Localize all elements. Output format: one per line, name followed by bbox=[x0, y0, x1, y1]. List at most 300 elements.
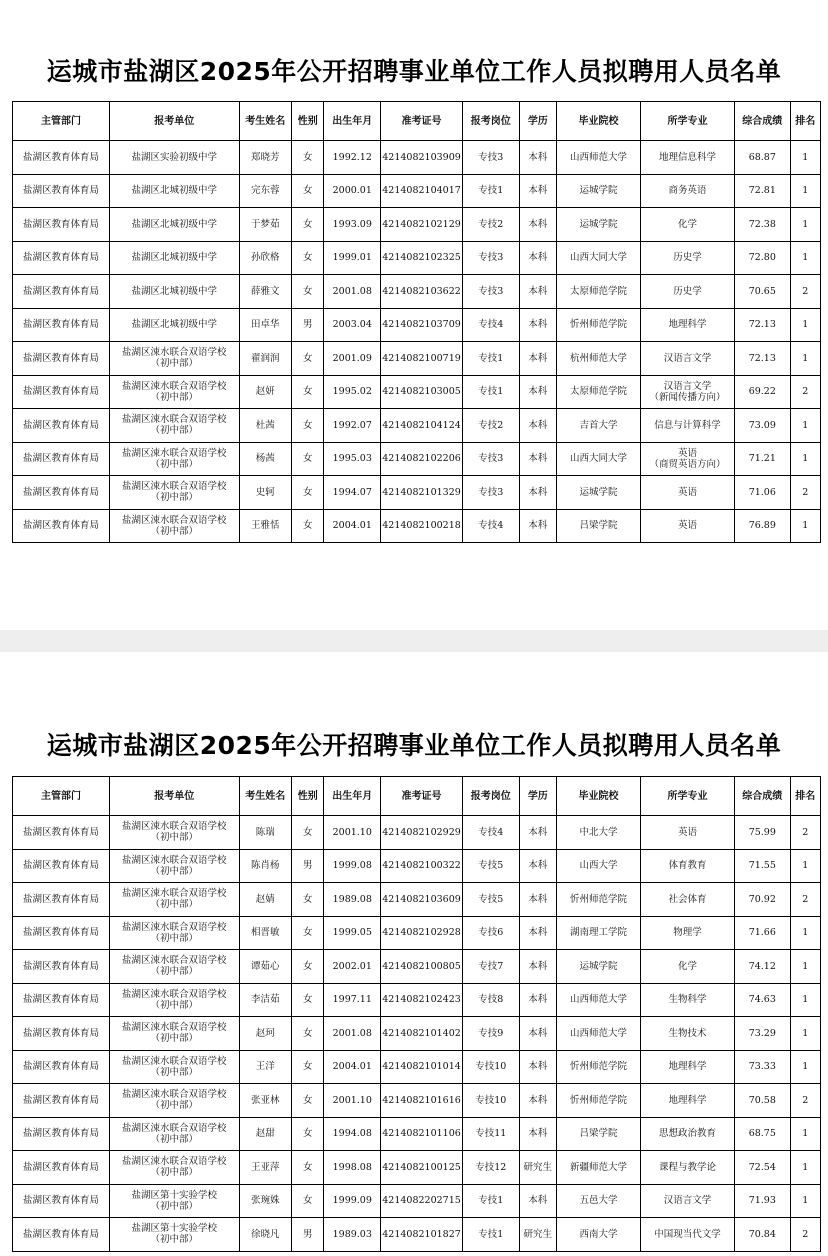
edu-cell: 本科 bbox=[519, 1017, 556, 1051]
column-header: 所学专业 bbox=[640, 102, 734, 141]
birth-cell: 1994.08 bbox=[324, 1117, 381, 1151]
unit-cell bbox=[110, 174, 239, 208]
edu-cell: 本科 bbox=[519, 883, 556, 917]
unit-line: 盐湖区涑水联合双语学校 bbox=[122, 447, 227, 459]
major-cell bbox=[640, 308, 734, 342]
school-cell: 忻州师范学院 bbox=[557, 308, 641, 342]
table-row bbox=[13, 275, 821, 309]
major-cell bbox=[640, 241, 734, 275]
major-cell bbox=[640, 1084, 734, 1118]
edu-cell: 本科 bbox=[519, 141, 556, 175]
score-cell: 76.89 bbox=[734, 509, 790, 543]
school-cell: 五邑大学 bbox=[557, 1184, 641, 1218]
column-header: 毕业院校 bbox=[557, 777, 641, 816]
unit-cell bbox=[110, 883, 239, 917]
unit-cell bbox=[110, 442, 239, 476]
gender-cell: 男 bbox=[292, 849, 324, 883]
gender-cell: 女 bbox=[292, 1184, 324, 1218]
column-header: 报考单位 bbox=[110, 777, 239, 816]
edu-cell: 本科 bbox=[519, 174, 556, 208]
unit-line: 盐湖区涑水联合双语学校 bbox=[122, 1022, 227, 1034]
birth-cell: 2001.08 bbox=[324, 1017, 381, 1051]
gender-cell: 女 bbox=[292, 1117, 324, 1151]
score-cell: 70.92 bbox=[734, 883, 790, 917]
edu-cell: 本科 bbox=[519, 816, 556, 850]
unit-cell bbox=[110, 1084, 239, 1118]
table-row bbox=[13, 1084, 821, 1118]
score-cell: 73.29 bbox=[734, 1017, 790, 1051]
unit-cell bbox=[110, 509, 239, 543]
score-cell: 71.21 bbox=[734, 442, 790, 476]
unit-cell bbox=[110, 375, 239, 409]
ticket-cell: 4214082103909 bbox=[381, 141, 463, 175]
major-line: 思想政治教育 bbox=[658, 1128, 716, 1140]
unit-line: （初中部） bbox=[150, 391, 199, 403]
school-cell: 西南大学 bbox=[557, 1218, 641, 1252]
table-row bbox=[13, 308, 821, 342]
major-cell bbox=[640, 442, 734, 476]
major-line: 英语 bbox=[677, 826, 697, 838]
table-header-row bbox=[13, 777, 821, 816]
edu-cell: 本科 bbox=[519, 1117, 556, 1151]
major-cell bbox=[640, 849, 734, 883]
birth-cell: 1997.11 bbox=[324, 983, 381, 1017]
name-cell: 王洋 bbox=[239, 1050, 292, 1084]
post-cell: 专技1 bbox=[462, 1184, 519, 1218]
dept-cell: 盐湖区教育体育局 bbox=[13, 916, 110, 950]
major-cell bbox=[640, 174, 734, 208]
score-cell: 71.93 bbox=[734, 1184, 790, 1218]
gender-cell: 女 bbox=[292, 409, 324, 443]
post-cell: 专技2 bbox=[462, 409, 519, 443]
unit-line: 盐湖区北城初级中学 bbox=[131, 185, 218, 197]
unit-cell bbox=[110, 141, 239, 175]
dept-cell: 盐湖区教育体育局 bbox=[13, 442, 110, 476]
name-cell: 徐晓凡 bbox=[239, 1218, 292, 1252]
dept-cell: 盐湖区教育体育局 bbox=[13, 1017, 110, 1051]
ticket-cell: 4214082100218 bbox=[381, 509, 463, 543]
major-cell bbox=[640, 409, 734, 443]
birth-cell: 1995.02 bbox=[324, 375, 381, 409]
unit-line: （初中部） bbox=[150, 425, 199, 437]
unit-cell bbox=[110, 1218, 239, 1252]
name-cell: 赵婧 bbox=[239, 883, 292, 917]
unit-line: 盐湖区涑水联合双语学校 bbox=[122, 988, 227, 1000]
major-cell bbox=[640, 1151, 734, 1185]
table-row bbox=[13, 442, 821, 476]
dept-cell: 盐湖区教育体育局 bbox=[13, 1117, 110, 1151]
unit-cell bbox=[110, 1184, 239, 1218]
name-cell: 李洁茹 bbox=[239, 983, 292, 1017]
post-cell: 专技11 bbox=[462, 1117, 519, 1151]
post-cell: 专技1 bbox=[462, 342, 519, 376]
dept-cell: 盐湖区教育体育局 bbox=[13, 308, 110, 342]
edu-cell: 本科 bbox=[519, 849, 556, 883]
unit-line: （初中部） bbox=[150, 1033, 199, 1045]
unit-cell bbox=[110, 849, 239, 883]
dept-cell: 盐湖区教育体育局 bbox=[13, 1151, 110, 1185]
birth-cell: 2001.08 bbox=[324, 275, 381, 309]
score-cell: 70.58 bbox=[734, 1084, 790, 1118]
unit-line: 盐湖区涑水联合双语学校 bbox=[122, 821, 227, 833]
major-cell bbox=[640, 141, 734, 175]
gender-cell: 女 bbox=[292, 208, 324, 242]
name-cell: 赵珂 bbox=[239, 1017, 292, 1051]
name-cell: 谭茹心 bbox=[239, 950, 292, 984]
name-cell: 陈肖杨 bbox=[239, 849, 292, 883]
score-cell: 72.80 bbox=[734, 241, 790, 275]
rank-cell: 2 bbox=[790, 816, 820, 850]
table-row bbox=[13, 1151, 821, 1185]
edu-cell: 研究生 bbox=[519, 1151, 556, 1185]
ticket-cell: 4214082101827 bbox=[381, 1218, 463, 1252]
dept-cell: 盐湖区教育体育局 bbox=[13, 241, 110, 275]
table-row bbox=[13, 375, 821, 409]
major-line: 英语 bbox=[677, 447, 697, 459]
edu-cell: 本科 bbox=[519, 409, 556, 443]
unit-cell bbox=[110, 1050, 239, 1084]
name-cell: 赵甜 bbox=[239, 1117, 292, 1151]
post-cell: 专技1 bbox=[462, 174, 519, 208]
school-cell: 新疆师范大学 bbox=[557, 1151, 641, 1185]
post-cell: 专技6 bbox=[462, 916, 519, 950]
gender-cell: 女 bbox=[292, 375, 324, 409]
unit-cell bbox=[110, 1017, 239, 1051]
edu-cell: 本科 bbox=[519, 1184, 556, 1218]
post-cell: 专技9 bbox=[462, 1017, 519, 1051]
major-line: 中国现当代文学 bbox=[654, 1228, 721, 1240]
school-cell: 山西大同大学 bbox=[557, 241, 641, 275]
name-cell: 完东蓉 bbox=[239, 174, 292, 208]
table-row bbox=[13, 1050, 821, 1084]
school-cell: 太原师范学院 bbox=[557, 275, 641, 309]
name-cell: 王亚萍 bbox=[239, 1151, 292, 1185]
major-cell bbox=[640, 883, 734, 917]
column-header: 性别 bbox=[292, 102, 324, 141]
birth-cell: 1999.01 bbox=[324, 241, 381, 275]
school-cell: 吉首大学 bbox=[557, 409, 641, 443]
major-line: 地理科学 bbox=[668, 319, 707, 331]
birth-cell: 1992.12 bbox=[324, 141, 381, 175]
edu-cell: 本科 bbox=[519, 241, 556, 275]
column-header: 准考证号 bbox=[381, 102, 463, 141]
unit-line: （初中部） bbox=[150, 832, 199, 844]
birth-cell: 1999.05 bbox=[324, 916, 381, 950]
school-cell: 山西师范大学 bbox=[557, 983, 641, 1017]
dept-cell: 盐湖区教育体育局 bbox=[13, 174, 110, 208]
unit-line: 盐湖区涑水联合双语学校 bbox=[122, 1122, 227, 1134]
table-row bbox=[13, 476, 821, 510]
major-line: 地理科学 bbox=[668, 1061, 707, 1073]
major-cell bbox=[640, 509, 734, 543]
post-cell: 专技3 bbox=[462, 275, 519, 309]
table-body bbox=[13, 816, 821, 1252]
unit-line: 盐湖区涑水联合双语学校 bbox=[122, 888, 227, 900]
unit-cell bbox=[110, 275, 239, 309]
edu-cell: 本科 bbox=[519, 342, 556, 376]
major-line: 信息与计算科学 bbox=[654, 419, 721, 431]
table-row bbox=[13, 241, 821, 275]
unit-line: 盐湖区实验初级中学 bbox=[131, 151, 218, 163]
rank-cell: 1 bbox=[790, 849, 820, 883]
column-header: 考生姓名 bbox=[239, 102, 292, 141]
rank-cell: 1 bbox=[790, 950, 820, 984]
score-cell: 74.12 bbox=[734, 950, 790, 984]
ticket-cell: 4214082100719 bbox=[381, 342, 463, 376]
unit-cell bbox=[110, 476, 239, 510]
gender-cell: 女 bbox=[292, 1084, 324, 1118]
rank-cell: 2 bbox=[790, 476, 820, 510]
unit-line: （初中部） bbox=[150, 525, 199, 537]
dept-cell: 盐湖区教育体育局 bbox=[13, 409, 110, 443]
birth-cell: 2003.04 bbox=[324, 308, 381, 342]
column-header: 排名 bbox=[790, 777, 820, 816]
gender-cell: 女 bbox=[292, 983, 324, 1017]
major-cell bbox=[640, 916, 734, 950]
ticket-cell: 4214082104017 bbox=[381, 174, 463, 208]
score-cell: 72.38 bbox=[734, 208, 790, 242]
dept-cell: 盐湖区教育体育局 bbox=[13, 476, 110, 510]
column-header: 出生年月 bbox=[324, 102, 381, 141]
table-row bbox=[13, 1218, 821, 1252]
page-separator bbox=[0, 630, 828, 652]
unit-line: 盐湖区涑水联合双语学校 bbox=[122, 955, 227, 967]
school-cell: 忻州师范学院 bbox=[557, 1050, 641, 1084]
unit-line: 盐湖区涑水联合双语学校 bbox=[122, 380, 227, 392]
birth-cell: 2000.01 bbox=[324, 174, 381, 208]
rank-cell: 1 bbox=[790, 409, 820, 443]
birth-cell: 2002.01 bbox=[324, 950, 381, 984]
school-cell: 中北大学 bbox=[557, 816, 641, 850]
column-header: 排名 bbox=[790, 102, 820, 141]
rank-cell: 1 bbox=[790, 442, 820, 476]
ticket-cell: 4214082101616 bbox=[381, 1084, 463, 1118]
column-header: 报考单位 bbox=[110, 102, 239, 141]
dept-cell: 盐湖区教育体育局 bbox=[13, 1218, 110, 1252]
school-cell: 忻州师范学院 bbox=[557, 1084, 641, 1118]
gender-cell: 女 bbox=[292, 1151, 324, 1185]
name-cell: 史轲 bbox=[239, 476, 292, 510]
score-cell: 70.84 bbox=[734, 1218, 790, 1252]
major-line: 体育教育 bbox=[668, 860, 707, 872]
unit-cell bbox=[110, 950, 239, 984]
dept-cell: 盐湖区教育体育局 bbox=[13, 1184, 110, 1218]
post-cell: 专技10 bbox=[462, 1084, 519, 1118]
ticket-cell: 4214082101402 bbox=[381, 1017, 463, 1051]
table-row bbox=[13, 208, 821, 242]
table-row bbox=[13, 409, 821, 443]
gender-cell: 女 bbox=[292, 883, 324, 917]
gender-cell: 女 bbox=[292, 476, 324, 510]
post-cell: 专技5 bbox=[462, 883, 519, 917]
birth-cell: 1989.08 bbox=[324, 883, 381, 917]
rank-cell: 1 bbox=[790, 1117, 820, 1151]
dept-cell: 盐湖区教育体育局 bbox=[13, 983, 110, 1017]
rank-cell: 1 bbox=[790, 174, 820, 208]
gender-cell: 女 bbox=[292, 1050, 324, 1084]
unit-line: 盐湖区北城初级中学 bbox=[131, 319, 218, 331]
rank-cell: 1 bbox=[790, 208, 820, 242]
gender-cell: 女 bbox=[292, 241, 324, 275]
unit-line: 盐湖区第十实验学校 bbox=[131, 1223, 218, 1235]
column-header: 性别 bbox=[292, 777, 324, 816]
school-cell: 运城学院 bbox=[557, 950, 641, 984]
score-cell: 72.13 bbox=[734, 342, 790, 376]
birth-cell: 2001.09 bbox=[324, 342, 381, 376]
major-cell bbox=[640, 1017, 734, 1051]
birth-cell: 1998.08 bbox=[324, 1151, 381, 1185]
gender-cell: 女 bbox=[292, 174, 324, 208]
table-row bbox=[13, 509, 821, 543]
name-cell: 张琬姝 bbox=[239, 1184, 292, 1218]
unit-line: 盐湖区涑水联合双语学校 bbox=[122, 414, 227, 426]
unit-line: 盐湖区涑水联合双语学校 bbox=[122, 854, 227, 866]
gender-cell: 女 bbox=[292, 916, 324, 950]
gender-cell: 女 bbox=[292, 950, 324, 984]
post-cell: 专技5 bbox=[462, 849, 519, 883]
column-header: 主管部门 bbox=[13, 102, 110, 141]
unit-cell bbox=[110, 983, 239, 1017]
post-cell: 专技7 bbox=[462, 950, 519, 984]
name-cell: 薛雅文 bbox=[239, 275, 292, 309]
ticket-cell: 4214082100322 bbox=[381, 849, 463, 883]
unit-cell bbox=[110, 1151, 239, 1185]
birth-cell: 1989.03 bbox=[324, 1218, 381, 1252]
edu-cell: 本科 bbox=[519, 983, 556, 1017]
post-cell: 专技3 bbox=[462, 442, 519, 476]
unit-line: 盐湖区涑水联合双语学校 bbox=[122, 921, 227, 933]
unit-line: （初中部） bbox=[150, 865, 199, 877]
column-header: 所学专业 bbox=[640, 777, 734, 816]
rank-cell: 1 bbox=[790, 983, 820, 1017]
major-line: 地理科学 bbox=[668, 1094, 707, 1106]
major-line: 英语 bbox=[677, 520, 697, 532]
table-row bbox=[13, 141, 821, 175]
unit-line: （初中部） bbox=[150, 932, 199, 944]
birth-cell: 1999.09 bbox=[324, 1184, 381, 1218]
unit-line: 盐湖区第十实验学校 bbox=[131, 1189, 218, 1201]
gender-cell: 男 bbox=[292, 308, 324, 342]
score-cell: 71.66 bbox=[734, 916, 790, 950]
major-line: 课程与教学论 bbox=[658, 1161, 716, 1173]
page-title: 运城市盐湖区2025年公开招聘事业单位工作人员拟聘用人员名单 bbox=[46, 57, 782, 86]
school-cell: 山西大学 bbox=[557, 849, 641, 883]
gender-cell: 男 bbox=[292, 1218, 324, 1252]
unit-line: （初中部） bbox=[150, 899, 199, 911]
column-header: 主管部门 bbox=[13, 777, 110, 816]
rank-cell: 1 bbox=[790, 1050, 820, 1084]
rank-cell: 1 bbox=[790, 141, 820, 175]
edu-cell: 本科 bbox=[519, 1050, 556, 1084]
gender-cell: 女 bbox=[292, 442, 324, 476]
dept-cell: 盐湖区教育体育局 bbox=[13, 141, 110, 175]
unit-line: （初中部） bbox=[150, 1167, 199, 1179]
name-cell: 赵妍 bbox=[239, 375, 292, 409]
edu-cell: 本科 bbox=[519, 509, 556, 543]
ticket-cell: 4214082100125 bbox=[381, 1151, 463, 1185]
major-line: （新闻传播方向） bbox=[649, 391, 726, 403]
rank-cell: 2 bbox=[790, 1084, 820, 1118]
post-cell: 专技2 bbox=[462, 208, 519, 242]
name-cell: 相晋敏 bbox=[239, 916, 292, 950]
birth-cell: 1995.03 bbox=[324, 442, 381, 476]
table-row bbox=[13, 950, 821, 984]
birth-cell: 2001.10 bbox=[324, 816, 381, 850]
school-cell: 运城学院 bbox=[557, 208, 641, 242]
unit-line: （初中部） bbox=[150, 1100, 199, 1112]
dept-cell: 盐湖区教育体育局 bbox=[13, 950, 110, 984]
birth-cell: 1994.07 bbox=[324, 476, 381, 510]
school-cell: 杭州师范大学 bbox=[557, 342, 641, 376]
table-row bbox=[13, 342, 821, 376]
page-title: 运城市盐湖区2025年公开招聘事业单位工作人员拟聘用人员名单 bbox=[46, 731, 782, 760]
table-row bbox=[13, 816, 821, 850]
table-body bbox=[13, 141, 821, 543]
edu-cell: 本科 bbox=[519, 916, 556, 950]
major-line: 英语 bbox=[677, 486, 697, 498]
table-row bbox=[13, 883, 821, 917]
major-line: 汉语言文学 bbox=[663, 1195, 712, 1207]
unit-cell bbox=[110, 342, 239, 376]
candidate-table bbox=[12, 776, 821, 1252]
edu-cell: 本科 bbox=[519, 1084, 556, 1118]
major-line: 化学 bbox=[677, 960, 697, 972]
gender-cell: 女 bbox=[292, 816, 324, 850]
post-cell: 专技1 bbox=[462, 1218, 519, 1252]
unit-line: 盐湖区涑水联合双语学校 bbox=[122, 514, 227, 526]
table-header-row bbox=[13, 102, 821, 141]
table-row bbox=[13, 1184, 821, 1218]
unit-cell bbox=[110, 208, 239, 242]
edu-cell: 本科 bbox=[519, 442, 556, 476]
ticket-cell: 4214082103622 bbox=[381, 275, 463, 309]
school-cell: 山西师范大学 bbox=[557, 1017, 641, 1051]
major-cell bbox=[640, 476, 734, 510]
score-cell: 72.81 bbox=[734, 174, 790, 208]
birth-cell: 2001.10 bbox=[324, 1084, 381, 1118]
major-cell bbox=[640, 816, 734, 850]
unit-cell bbox=[110, 241, 239, 275]
column-header: 报考岗位 bbox=[462, 777, 519, 816]
name-cell: 陈瑞 bbox=[239, 816, 292, 850]
unit-line: 盐湖区北城初级中学 bbox=[131, 218, 218, 230]
major-line: 历史学 bbox=[673, 285, 702, 297]
ticket-cell: 4214082102928 bbox=[381, 916, 463, 950]
table-row bbox=[13, 849, 821, 883]
rank-cell: 2 bbox=[790, 275, 820, 309]
ticket-cell: 4214082101329 bbox=[381, 476, 463, 510]
ticket-cell: 4214082103609 bbox=[381, 883, 463, 917]
edu-cell: 本科 bbox=[519, 950, 556, 984]
post-cell: 专技8 bbox=[462, 983, 519, 1017]
major-line: 社会体育 bbox=[668, 893, 707, 905]
ticket-cell: 4214082100805 bbox=[381, 950, 463, 984]
score-cell: 74.63 bbox=[734, 983, 790, 1017]
rank-cell: 1 bbox=[790, 509, 820, 543]
unit-line: （初中部） bbox=[150, 999, 199, 1011]
edu-cell: 本科 bbox=[519, 476, 556, 510]
ticket-cell: 4214082202715 bbox=[381, 1184, 463, 1218]
table-row bbox=[13, 983, 821, 1017]
dept-cell: 盐湖区教育体育局 bbox=[13, 375, 110, 409]
major-cell bbox=[640, 1117, 734, 1151]
unit-cell bbox=[110, 1117, 239, 1151]
unit-cell bbox=[110, 816, 239, 850]
unit-line: （初中部） bbox=[150, 1066, 199, 1078]
major-line: 生物技术 bbox=[668, 1027, 707, 1039]
school-cell: 运城学院 bbox=[557, 476, 641, 510]
major-cell bbox=[640, 208, 734, 242]
